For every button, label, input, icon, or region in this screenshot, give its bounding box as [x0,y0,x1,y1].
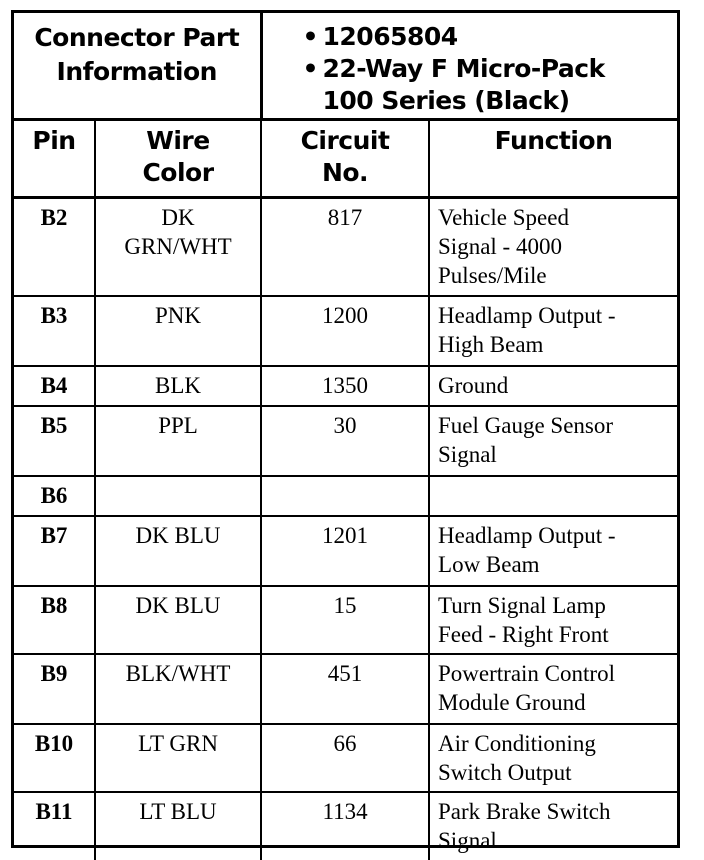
wire-color-cell: DK BLU [95,516,261,586]
pin-cell: B6 [14,476,95,516]
function-cell: Headlamp Output - Low Beam [429,516,677,586]
circuit-cell: 1134 [261,792,429,860]
pin-cell: B9 [14,654,95,724]
table-row [14,792,677,860]
function-cell: Vehicle Speed Signal - 4000 Pulses/Mile [429,198,677,296]
title-line-2: Information [56,57,217,86]
wire-color-cell: PPL [95,406,261,476]
table-row [14,198,677,296]
table-row [14,654,677,724]
col-function: Function [429,120,677,198]
pin-rows [14,198,677,860]
col-wire-color: Wire Color [95,120,261,198]
pin-cell: B3 [14,296,95,366]
part-number: 12065804 [322,22,458,51]
wire-color-cell: BLK [95,366,261,406]
pin-cell: B11 [14,792,95,860]
table-row [14,586,677,654]
table-row [14,406,677,476]
connector-type: 22-Way F Micro-Pack [322,54,605,83]
pin-cell: B4 [14,366,95,406]
wire-color-cell: BLK/WHT [95,654,261,724]
wire-color-cell: LT GRN [95,724,261,792]
title-line-1: Connector Part [34,23,240,52]
function-cell [429,476,677,516]
table-row [14,476,677,516]
col-pin: Pin [14,120,95,198]
function-cell: Turn Signal Lamp Feed - Right Front [429,586,677,654]
bullet-icon: • [302,54,318,83]
circuit-cell: 66 [261,724,429,792]
wire-color-cell [95,476,261,516]
circuit-cell: 1350 [261,366,429,406]
function-cell: Headlamp Output - High Beam [429,296,677,366]
connector-info-title [14,13,261,120]
table-row [14,366,677,406]
pin-cell: B8 [14,586,95,654]
function-cell: Air Conditioning Switch Output [429,724,677,792]
wire-color-cell: LT BLU [95,792,261,860]
pin-cell: B2 [14,198,95,296]
connector-table [14,13,677,860]
part-number-line [303,21,677,53]
circuit-cell: 817 [261,198,429,296]
connector-type-line [303,53,677,85]
table-row [14,296,677,366]
circuit-cell: 1200 [261,296,429,366]
connector-series: 100 Series (Black) [322,86,570,115]
circuit-cell [261,476,429,516]
table-row [14,516,677,586]
pin-cell: B5 [14,406,95,476]
wire-color-cell: PNK [95,296,261,366]
pin-cell: B10 [14,724,95,792]
pin-cell: B7 [14,516,95,586]
bullet-icon: • [302,22,318,51]
wire-color-cell: DK BLU [95,586,261,654]
col-circuit-no: Circuit No. [261,120,429,198]
function-cell: Fuel Gauge Sensor Signal [429,406,677,476]
column-header-row [14,120,677,198]
circuit-cell: 451 [261,654,429,724]
table-row [14,724,677,792]
wire-color-cell: DK GRN/WHT [95,198,261,296]
circuit-cell: 30 [261,406,429,476]
function-cell: Ground [429,366,677,406]
circuit-cell: 1201 [261,516,429,586]
connector-table-frame [11,10,680,853]
circuit-cell: 15 [261,586,429,654]
connector-info-details [261,13,677,120]
connector-info-row [14,13,677,120]
function-cell: Park Brake Switch Signal [438,798,611,853]
function-cell: Powertrain Control Module Ground [429,654,677,724]
